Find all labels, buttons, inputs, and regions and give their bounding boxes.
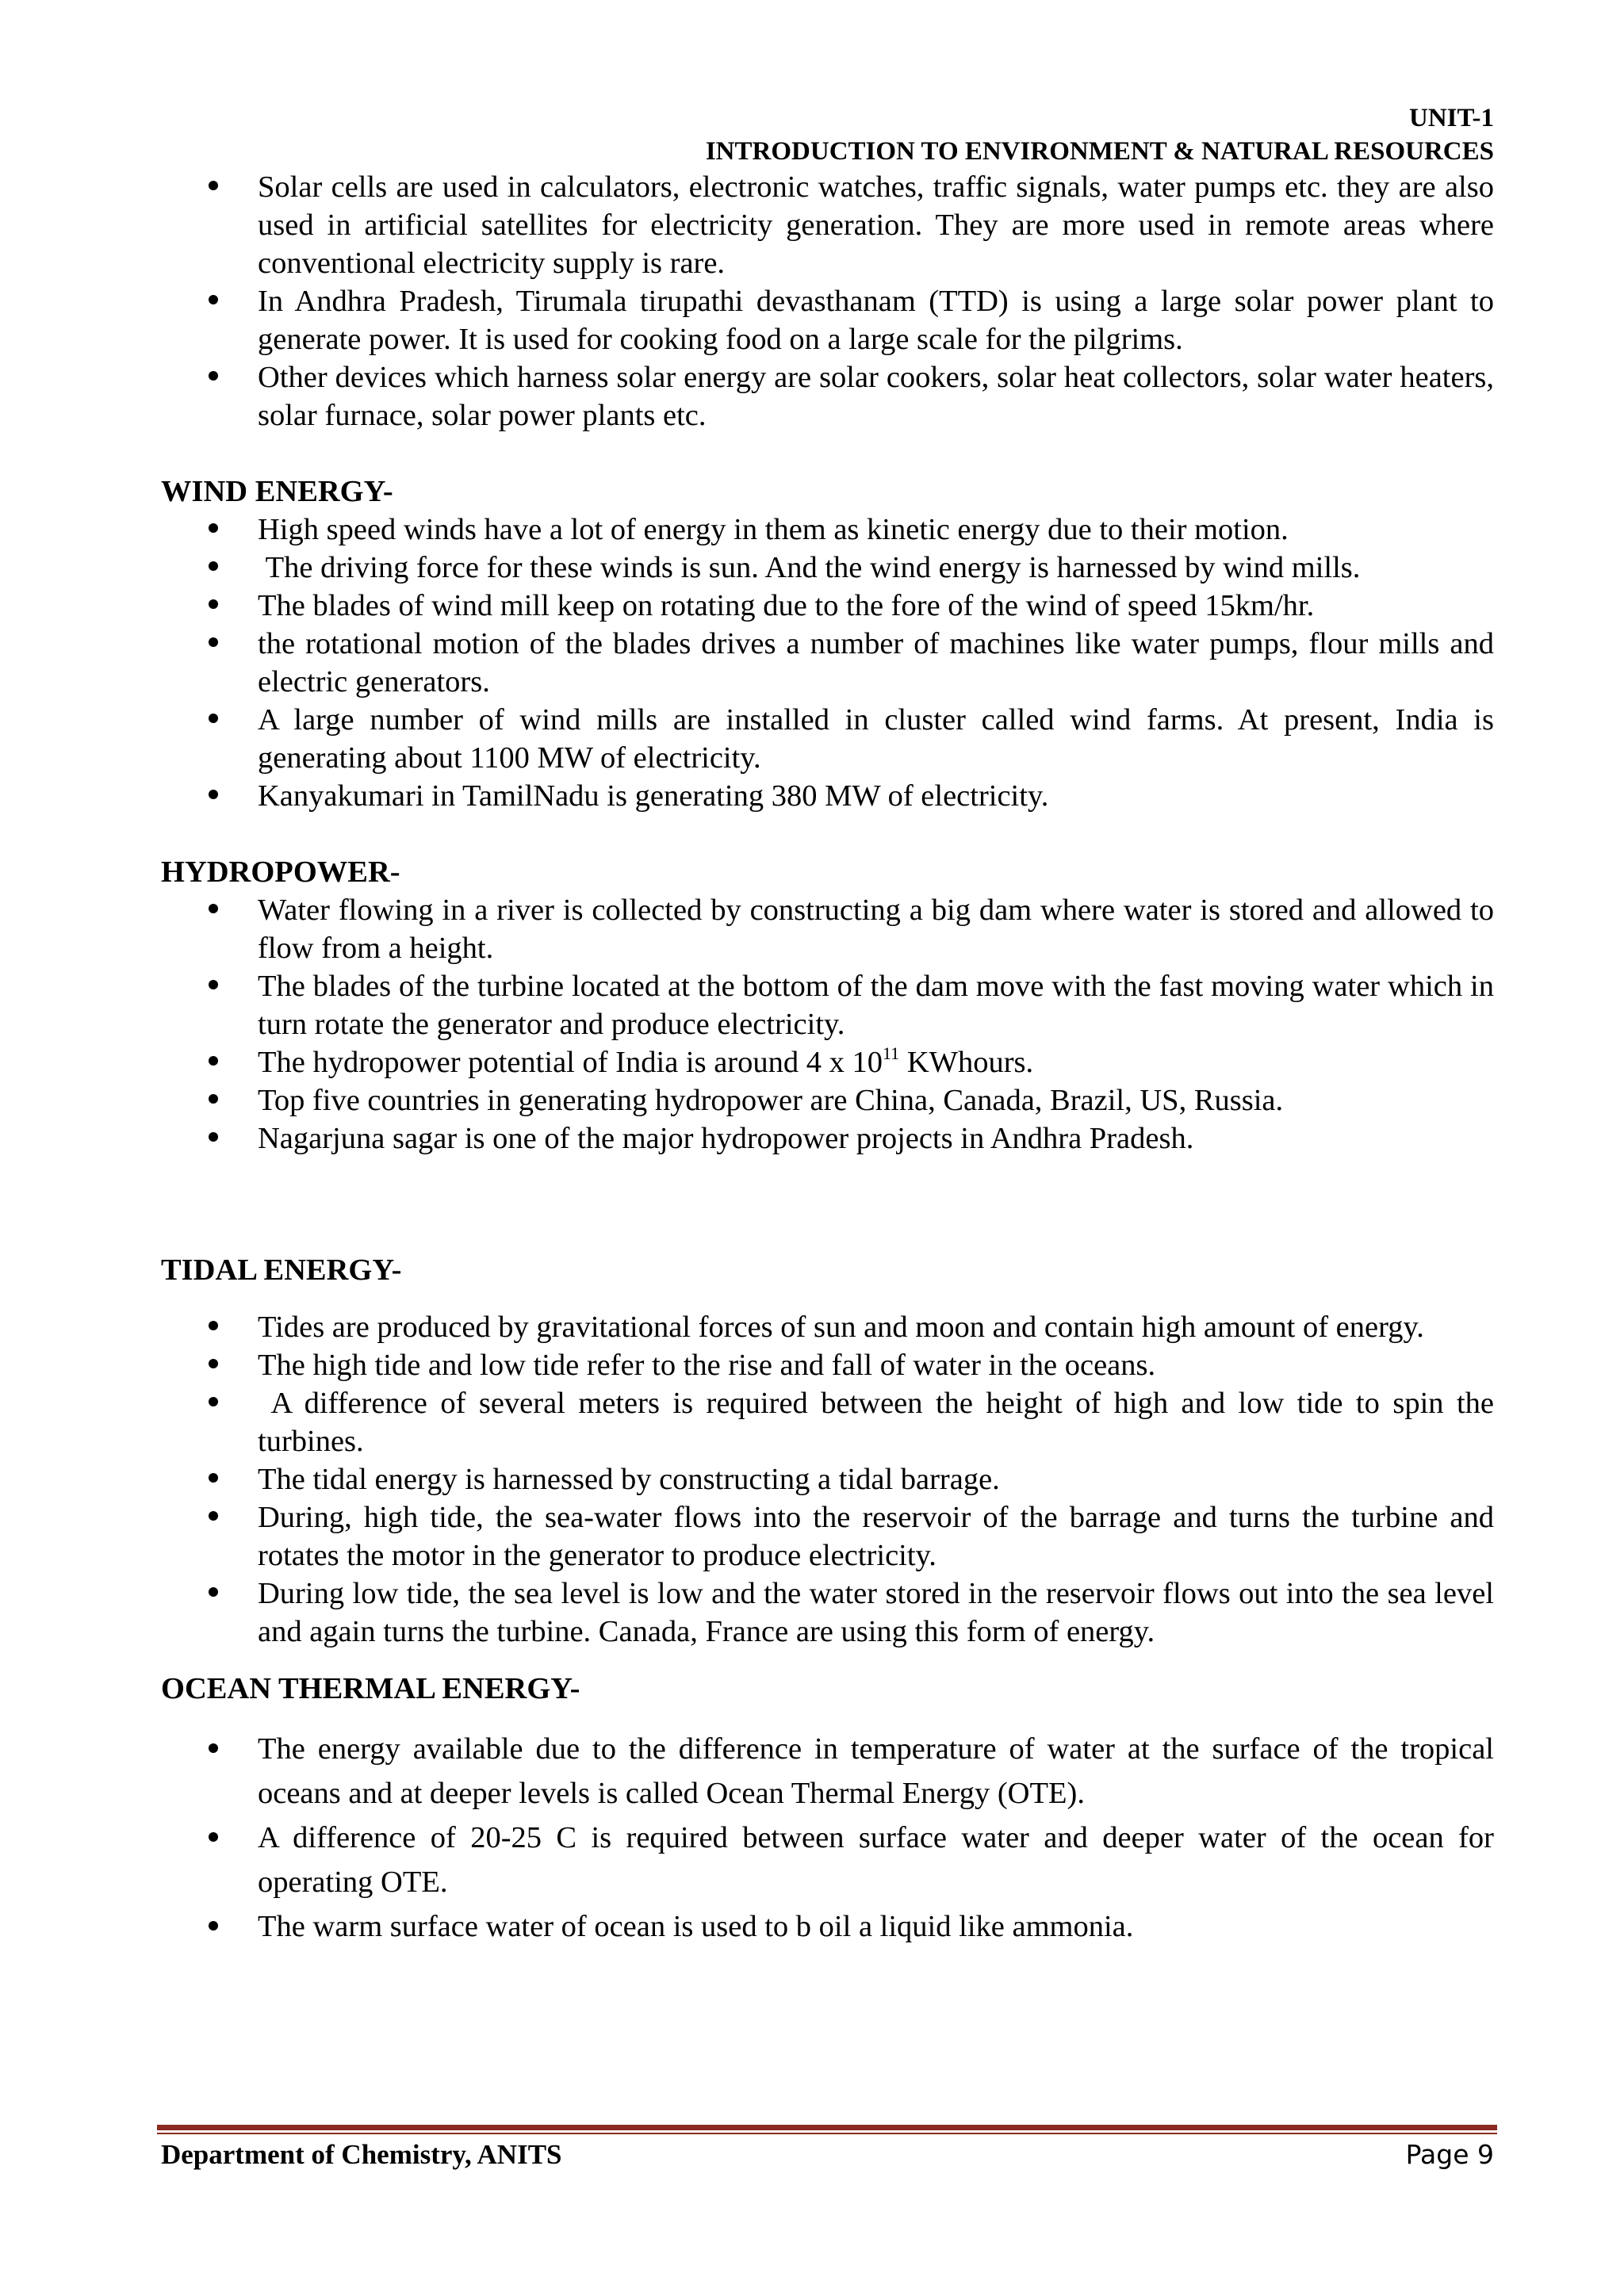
bullet-icon [209, 1587, 218, 1597]
list-item: Nagarjuna sagar is one of the major hydropower projects in Andhra Pradesh. [161, 1119, 1494, 1158]
bullet-icon [209, 1132, 218, 1142]
list-item: The high tide and low tide refer to the rise and fall of water in the oceans. [161, 1346, 1494, 1384]
tidal-list [161, 1308, 1502, 1651]
footer-department: Department of Chemistry, ANITS [161, 2139, 562, 2170]
hydro-list [161, 891, 1494, 1158]
bullet-icon [209, 714, 218, 723]
bullet-icon [209, 599, 218, 609]
list-item: The warm surface water of ocean is used to b oil a liquid like ammonia. [161, 1904, 1494, 1949]
list-item: Tides are produced by gravitational forces of sun and moon and contain high amount of energy. [161, 1308, 1494, 1346]
list-item: Water flowing in a river is collected by constructing a big dam where water is stored and allowed to flow from a height. [161, 891, 1494, 967]
list-item: A large number of wind mills are installed in cluster called wind farms. At present, India is generating about 1100 MW of electricity. [161, 701, 1494, 777]
page-header [706, 101, 1494, 168]
section-heading-hydro: HYDROPOWER- [161, 855, 400, 889]
solar-list [161, 168, 1494, 434]
list-item: Other devices which harness solar energy are solar cookers, solar heat collectors, solar water heaters, solar furnace, solar power plants etc. [161, 358, 1494, 434]
section-heading-wind: WIND ENERGY- [161, 475, 393, 508]
bullet-icon [209, 561, 218, 571]
unit-label: UNIT-1 [1409, 104, 1494, 132]
list-item: A difference of several meters is required between the height of high and low tide to spin the turbines. [161, 1384, 1494, 1460]
bullet-icon [209, 181, 218, 190]
list-item: The blades of wind mill keep on rotating due to the fore of the wind of speed 15km/hr. [161, 587, 1494, 625]
list-item: Solar cells are used in calculators, electronic watches, traffic signals, water pumps etc. they are also used in artificial satellites for electricity generation. They are more used in remote areas where conventional electricity supply is rare. [161, 168, 1494, 282]
ocean-list [161, 1727, 1494, 1949]
list-item: The blades of the turbine located at the bottom of the dam move with the fast moving water which in turn rotate the generator and produce electricity. [161, 967, 1494, 1043]
bullet-icon [209, 980, 218, 989]
list-item: Top five countries in generating hydropower are China, Canada, Brazil, US, Russia. [161, 1081, 1494, 1119]
bullet-icon [209, 1921, 218, 1931]
list-item: the rotational motion of the blades drives a number of machines like water pumps, flour mills and electric generators. [161, 625, 1494, 701]
bullet-icon [209, 1832, 218, 1842]
exponent: 11 [883, 1043, 900, 1063]
list-item: High speed winds have a lot of energy in them as kinetic energy due to their motion. [161, 511, 1494, 549]
list-item: The hydropower potential of India is around 4 x $10^{11}$ KWhours. [161, 1043, 1494, 1081]
section-heading-tidal: TIDAL ENERGY- [161, 1253, 402, 1287]
list-item: During, high tide, the sea-water flows into the reservoir of the barrage and turns the turbine and rotates the motor in the generator to produce electricity. [161, 1498, 1494, 1575]
bullet-icon [209, 1397, 218, 1406]
list-item: The driving force for these winds is sun. And the wind energy is harnessed by wind mills. [161, 549, 1494, 587]
bullet-icon [209, 1473, 218, 1483]
unit-title: INTRODUCTION TO ENVIRONMENT & NATURAL RESOURCES [705, 137, 1494, 166]
list-item: The tidal energy is harnessed by constructing a tidal barrage. [161, 1460, 1494, 1498]
bullet-icon [209, 1321, 218, 1330]
bullet-icon [209, 904, 218, 913]
list-item: Kanyakumari in TamilNadu is generating 380 MW of electricity. [161, 777, 1494, 815]
section-heading-ocean: OCEAN THERMAL ENERGY- [161, 1672, 580, 1705]
footer-divider-thick [157, 2125, 1497, 2130]
bullet-icon [209, 1094, 218, 1104]
list-item: During low tide, the sea level is low and the water stored in the reservoir flows out into the sea level and again turns the turbine. Canada, France are using this form of energy. [161, 1575, 1494, 1651]
bullet-icon [209, 1056, 218, 1066]
footer-divider [157, 2125, 1497, 2134]
bullet-icon [209, 295, 218, 304]
bullet-icon [209, 523, 218, 533]
list-item: A difference of 20-25 C is required between surface water and deeper water of the ocean for operating OTE. [161, 1816, 1494, 1904]
wind-list [161, 511, 1494, 815]
list-item: In Andhra Pradesh, Tirumala tirupathi devasthanam (TTD) is using a large solar power plant to generate power. It is used for cooking food on a large scale for the pilgrims. [161, 282, 1494, 358]
bullet-icon [209, 1743, 218, 1753]
bullet-icon [209, 790, 218, 799]
page-footer [161, 2137, 1494, 2172]
page-number: Page 9 [1405, 2139, 1494, 2170]
bullet-icon [209, 1511, 218, 1521]
footer-divider-thin [157, 2133, 1497, 2134]
bullet-icon [209, 637, 218, 647]
bullet-icon [209, 1359, 218, 1368]
page-content [161, 168, 1502, 1949]
list-item: The energy available due to the difference in temperature of water at the surface of the tropical oceans and at deeper levels is called Ocean Thermal Energy (OTE). [161, 1727, 1494, 1816]
bullet-icon [209, 371, 218, 381]
